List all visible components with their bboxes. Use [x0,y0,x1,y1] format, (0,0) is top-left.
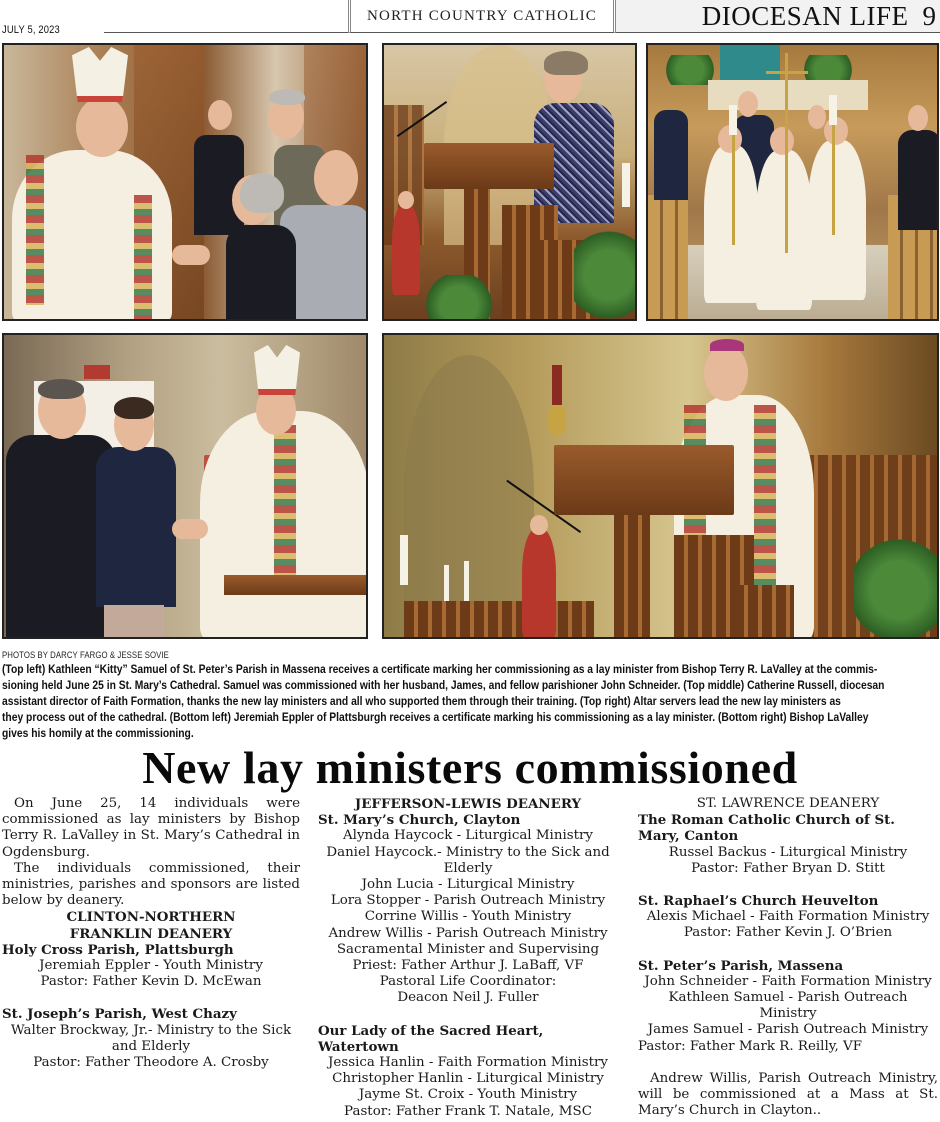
photo-bottom-left [2,333,368,639]
pastor-entry: Deacon Neil J. Fuller [397,990,539,1006]
minister-entry: Corrine Willis - Youth Ministry [364,909,572,925]
article-column-1 [2,796,300,1071]
photo-credit: PHOTOS BY DARCY FARGO & JESSE SOVIE [2,650,169,661]
issue-date: JULY 5, 2023 [2,24,60,36]
caption-line: gives his homily at the commissioning. [2,726,194,740]
deanery-heading: ST. LAWRENCE DEANERY [696,796,880,811]
article-column-2 [318,796,618,1120]
article-column-3 [638,796,938,1119]
minister-entry: Kathleen Samuel - Parish Outreach Ministry [668,990,908,1022]
photo-top-left [2,43,368,321]
minister-entry: John Schneider - Faith Formation Ministry [644,973,932,989]
parish-heading: Our Lady of the Sacred Heart, Watertown [318,1022,544,1055]
minister-entry: Andrew Willis - Parish Outreach Ministry [328,925,608,941]
intro-paragraph: The individuals commissioned, their ministries, parishes and sponsors are listed below by deanery. [2,860,300,909]
page-number: 9 [922,0,936,31]
deanery-heading-line: FRANKLIN DEANERY [69,925,233,942]
minister-entry: John Lucia - Liturgical Ministry [361,877,575,893]
parish-heading: Holy Cross Parish, Plattsburgh [2,941,234,958]
parish-heading: St. Mary’s Church, Clayton [318,812,521,829]
minister-entry: Walter Brockway, Jr.- Ministry to the Sick and Elderly [10,1022,292,1054]
article-headline: New lay ministers commissioned [142,742,798,793]
deanery-heading: JEFFERSON-LEWIS DEANERY [354,796,582,812]
photo-top-middle [382,43,637,321]
pastor-entry: Pastor: Father Frank T. Natale, MSC [344,1103,592,1119]
minister-entry: Jessica Hanlin - Faith Formation Ministry [328,1055,608,1071]
pastor-entry: Sacramental Minister and Supervising Priest: Father Arthur J. LaBaff, VF [336,941,600,974]
parish-heading: St. Peter’s Parish, Massena [638,957,844,974]
photo-caption [2,661,932,741]
masthead [0,0,940,34]
closing-paragraph: Andrew Willis, Parish Outreach Ministry, will be commissioned at a Mass at St. Mary’s Church in Clayton.. [638,1070,938,1119]
section-header-box [616,0,940,33]
caption-line: they process out of the cathedral. (Bottom left) Jeremiah Eppler of Plattsburgh receives a certificate marking his commissioning as a lay minister. (Bottom right) Bishop LaValley [2,710,869,724]
photo-top-right [646,43,939,321]
caption-line: assistant director of Faith Formation, thanks the new lay ministers and all who supported them through their training. (Top right) Altar servers lead the new lay ministers as [2,694,841,708]
pastor-entry: Pastor: Father Bryan D. Stitt [691,860,885,876]
pastor-entry: Pastor: Father Theodore A. Crosby [33,1055,269,1071]
pastor-entry: Pastor: Father Kevin J. O’Brien [683,925,893,941]
pastor-entry: Pastor: Father Mark R. Reilly, VF [638,1038,863,1054]
minister-entry: Jeremiah Eppler - Youth Ministry [39,958,263,974]
pastor-entry: Pastoral Life Coordinator: [379,974,557,990]
caption-line: sioning held June 25 in St. Mary’s Cathedral. Samuel was commissioned with her husband, James, and fellow parishioner John Schneider. (Top middle) Catherine Russell, diocesan [2,678,885,692]
deanery-heading [2,909,300,941]
caption-line: (Top left) Kathleen “Kitty” Samuel of St. Peter’s Parish in Massena receives a certificate marking her commissioning as a lay minister from Bishop Terry R. LaValley at the commis- [2,662,878,676]
deanery-heading-line: CLINTON-NORTHERN [66,909,236,926]
minister-entry: Alexis Michael - Faith Formation Ministry [646,909,930,925]
intro-paragraph: On June 25, 14 individuals were commissioned as lay ministers by Bishop Terry R. LaValley in St. Mary’s Cathedral in Ogdensburg. [2,796,300,860]
date-rule-divider [104,32,348,33]
pastor-entry: Pastor: Father Kevin D. McEwan [40,974,262,990]
minister-entry: James Samuel - Parish Outreach Ministry [647,1022,929,1038]
publication-name: NORTH COUNTRY CATHOLIC [367,7,597,24]
minister-entry: Jayme St. Croix - Youth Ministry [358,1087,578,1103]
photo-bottom-right [382,333,939,639]
minister-entry: Russel Backus - Liturgical Ministry [668,844,908,860]
minister-entry: Alynda Haycock - Liturgical Ministry [343,828,593,844]
minister-entry: Christopher Hanlin - Liturgical Ministry [332,1071,604,1087]
minister-entry: Lora Stopper - Parish Outreach Ministry [330,893,606,909]
parish-heading: The Roman Catholic Church of St. Mary, Canton [638,812,895,845]
publication-name-box [348,0,616,33]
minister-entry: Daniel Haycock.- Ministry to the Sick and Elderly [326,844,610,876]
parish-heading: St. Raphael’s Church Heuvelton [638,893,879,910]
section-name: DIOCESAN LIFE [701,0,909,31]
parish-heading: St. Joseph’s Parish, West Chazy [2,1006,237,1023]
